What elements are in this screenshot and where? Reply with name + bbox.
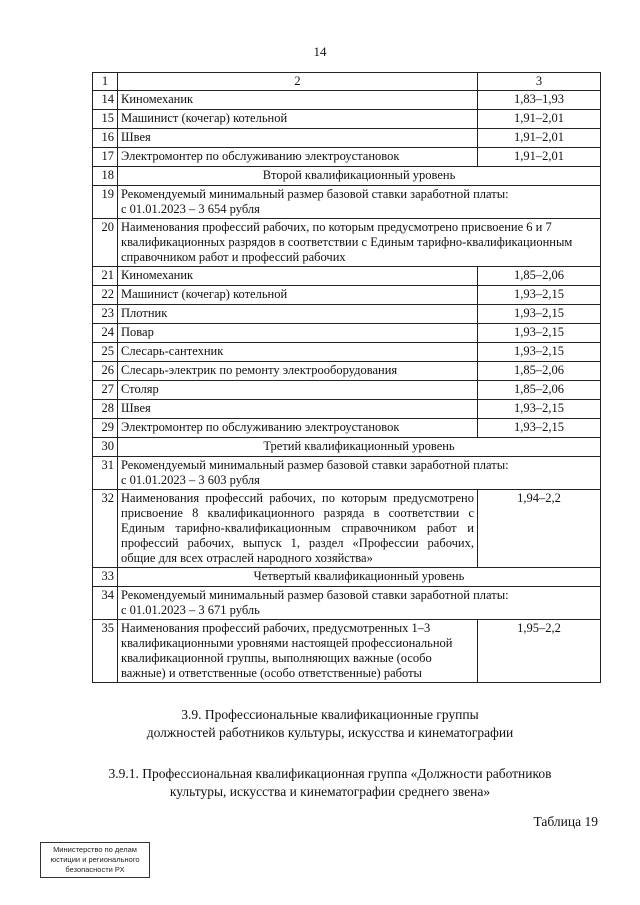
profession-name: Электромонтер по обслуживанию электроустановок <box>118 419 478 438</box>
coefficient-range: 1,85–2,06 <box>478 267 601 286</box>
ministry-stamp: Министерство по делам юстиции и регионального безопасности РХ <box>40 842 150 878</box>
table-row <box>93 362 601 381</box>
row-number: 33 <box>93 568 118 587</box>
table-row <box>93 186 601 219</box>
profession-name: Наименования профессий рабочих, по которым предусмотрено присвоение 8 квалификационного разряда в соответствии с Единым тарифно-квалификационным справочником работ и профессий рабочих, выпуск 1, раздел «Профессии рабочих, общие для всех отраслей народного хозяйства» <box>118 490 478 568</box>
profession-name: Плотник <box>118 305 478 324</box>
row-number: 28 <box>93 400 118 419</box>
profession-name: Швея <box>118 129 478 148</box>
table-row <box>93 129 601 148</box>
level-heading: Четвертый квалификационный уровень <box>118 568 601 587</box>
page-number: 14 <box>313 44 327 59</box>
coefficient-range: 1,85–2,06 <box>478 381 601 400</box>
row-number: 26 <box>93 362 118 381</box>
table-row <box>93 400 601 419</box>
row-number: 27 <box>93 381 118 400</box>
header-cell: 2 <box>118 73 478 91</box>
table-row <box>93 110 601 129</box>
coefficient-range: 1,93–2,15 <box>478 400 601 419</box>
coefficient-range: 1,94–2,2 <box>478 490 601 568</box>
table-row <box>93 457 601 490</box>
table-row <box>93 438 601 457</box>
table-label: Таблица 19 <box>533 814 598 829</box>
coefficient-range: 1,93–2,15 <box>478 324 601 343</box>
row-number: 17 <box>93 148 118 167</box>
coefficient-range: 1,91–2,01 <box>478 110 601 129</box>
table-row <box>93 587 601 620</box>
profession-name: Наименования профессий рабочих, предусмотренных 1–3 квалификационными уровнями настоящей профессиональной квалификационной группы, выполняющих важные (особо важные) и ответственные (особо ответственные) работы <box>118 620 478 683</box>
row-number: 30 <box>93 438 118 457</box>
coefficient-range: 1,85–2,06 <box>478 362 601 381</box>
row-number: 32 <box>93 490 118 568</box>
table-row <box>93 490 601 568</box>
row-text: Рекомендуемый минимальный размер базовой ставки заработной платы: с 01.01.2023 – 3 671 рубль <box>118 587 601 620</box>
row-number: 23 <box>93 305 118 324</box>
profession-name: Слесарь-электрик по ремонту электрооборудования <box>118 362 478 381</box>
row-number: 34 <box>93 587 118 620</box>
table-row <box>93 324 601 343</box>
table-row <box>93 419 601 438</box>
table-row <box>93 381 601 400</box>
row-number: 19 <box>93 186 118 219</box>
row-number: 16 <box>93 129 118 148</box>
table-row <box>93 167 601 186</box>
table-row <box>93 620 601 683</box>
profession-name: Машинист (кочегар) котельной <box>118 286 478 305</box>
row-number: 22 <box>93 286 118 305</box>
row-text: Наименования профессий рабочих, по которым предусмотрено присвоение 6 и 7 квалификационных разрядов в соответствии с Единым тарифно-квалификационным справочником работ и профессий рабочих <box>118 219 601 267</box>
row-text: Рекомендуемый минимальный размер базовой ставки заработной платы: с 01.01.2023 – 3 603 рубля <box>118 457 601 490</box>
coefficient-range: 1,93–2,15 <box>478 305 601 324</box>
header-cell: 1 <box>93 73 118 91</box>
level-heading: Второй квалификационный уровень <box>118 167 601 186</box>
profession-name: Киномеханик <box>118 91 478 110</box>
row-number: 21 <box>93 267 118 286</box>
section-heading-3-9: 3.9. Профессиональные квалификационные группы должностей работников культуры, искусства и кинематографии <box>146 707 514 740</box>
table-row <box>93 286 601 305</box>
profession-name: Электромонтер по обслуживанию электроустановок <box>118 148 478 167</box>
row-number: 20 <box>93 219 118 267</box>
profession-name: Повар <box>118 324 478 343</box>
level-heading: Третий квалификационный уровень <box>118 438 601 457</box>
coefficient-range: 1,93–2,15 <box>478 286 601 305</box>
row-number: 35 <box>93 620 118 683</box>
row-number: 15 <box>93 110 118 129</box>
profession-name: Машинист (кочегар) котельной <box>118 110 478 129</box>
table-row <box>93 305 601 324</box>
profession-name: Столяр <box>118 381 478 400</box>
coefficient-range: 1,93–2,15 <box>478 419 601 438</box>
section-heading-3-9-1: 3.9.1. Профессиональная квалификационная группа «Должности работников культуры, искусства и кинематографии среднего звена» <box>108 766 552 799</box>
table-row <box>93 568 601 587</box>
row-text: Рекомендуемый минимальный размер базовой ставки заработной платы: с 01.01.2023 – 3 654 рубля <box>118 186 601 219</box>
coefficient-range: 1,93–2,15 <box>478 343 601 362</box>
row-number: 24 <box>93 324 118 343</box>
header-cell: 3 <box>478 73 601 91</box>
profession-name: Швея <box>118 400 478 419</box>
row-number: 14 <box>93 91 118 110</box>
row-number: 25 <box>93 343 118 362</box>
table-row <box>93 91 601 110</box>
table-row <box>93 343 601 362</box>
table-row <box>93 267 601 286</box>
coefficient-range: 1,95–2,2 <box>478 620 601 683</box>
row-number: 29 <box>93 419 118 438</box>
profession-name: Киномеханик <box>118 267 478 286</box>
qualification-table <box>92 72 601 683</box>
coefficient-range: 1,91–2,01 <box>478 129 601 148</box>
table-row <box>93 148 601 167</box>
table-header-row <box>93 73 601 91</box>
profession-name: Слесарь-сантехник <box>118 343 478 362</box>
row-number: 31 <box>93 457 118 490</box>
table-row <box>93 219 601 267</box>
coefficient-range: 1,91–2,01 <box>478 148 601 167</box>
row-number: 18 <box>93 167 118 186</box>
coefficient-range: 1,83–1,93 <box>478 91 601 110</box>
